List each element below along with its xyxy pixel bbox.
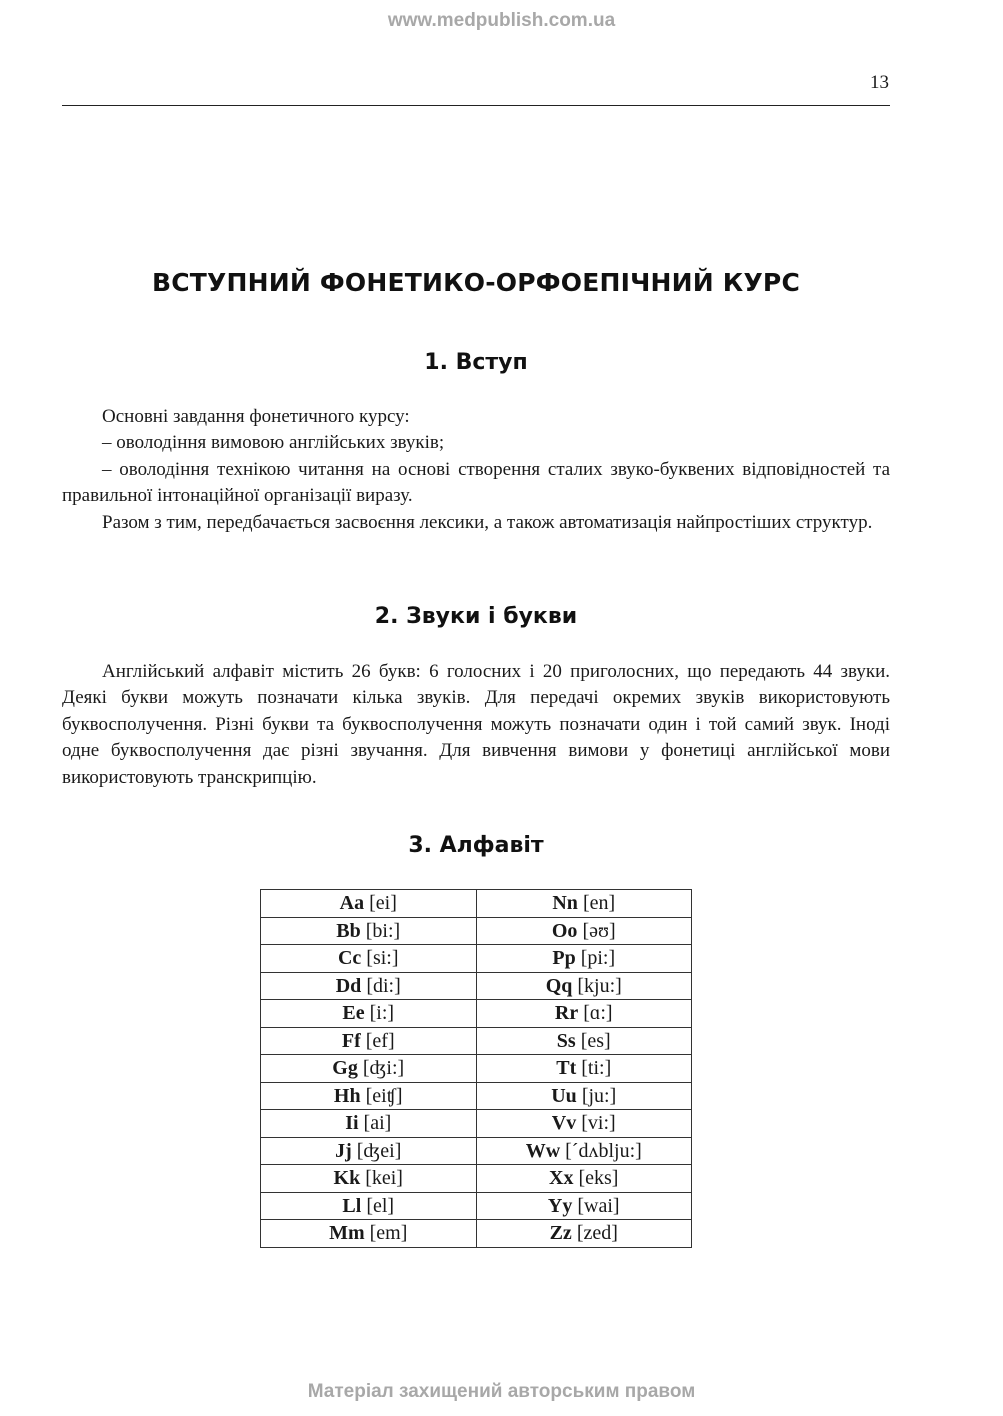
alphabet-cell	[476, 1220, 692, 1248]
letter-pair: Hh	[333, 1084, 361, 1107]
letter-pair: Nn	[552, 892, 578, 915]
transcription: [vi:]	[581, 1112, 616, 1135]
transcription: [es]	[580, 1029, 611, 1052]
alphabet-cell	[476, 1137, 692, 1165]
alphabet-cell	[476, 1027, 692, 1055]
letter-pair: Ww	[525, 1139, 561, 1162]
intro-paragraph: Основні завдання фонетичного курсу:	[102, 406, 410, 427]
table-row	[261, 1000, 692, 1028]
watermark-url: www.medpublish.com.ua	[387, 10, 616, 31]
letter-pair: Cc	[337, 947, 362, 970]
letter-pair: Oo	[551, 919, 578, 942]
alphabet-cell	[261, 1055, 477, 1083]
letter-pair: Uu	[551, 1084, 577, 1107]
letter-pair: Pp	[552, 947, 576, 970]
table-row	[261, 972, 692, 1000]
transcription: [kju:]	[577, 974, 622, 997]
transcription: [si:]	[366, 947, 399, 970]
section-heading-alphabet: 3. Алфавіт	[408, 833, 544, 858]
alphabet-cell	[476, 1082, 692, 1110]
copyright-watermark: Матеріал захищений авторським правом	[307, 1381, 696, 1402]
alphabet-cell	[261, 972, 477, 1000]
table-row	[261, 1137, 692, 1165]
transcription: [el]	[366, 1194, 395, 1217]
transcription: [eiʧ]	[365, 1084, 403, 1107]
table-row	[261, 1192, 692, 1220]
intro-paragraph: – оволодіння вимовою англійських звуків;	[102, 432, 445, 454]
alphabet-cell	[476, 1055, 692, 1083]
table-row	[261, 1027, 692, 1055]
alphabet-cell	[261, 1000, 477, 1028]
table-row	[261, 890, 692, 918]
table-row	[261, 1110, 692, 1138]
letter-pair: Rr	[554, 1002, 579, 1025]
alphabet-cell	[476, 1165, 692, 1193]
transcription: [ʤi:]	[362, 1057, 405, 1080]
letter-pair: Ii	[345, 1112, 359, 1135]
sounds-text	[62, 659, 890, 791]
alphabet-cell	[261, 1165, 477, 1193]
letter-pair: Qq	[545, 974, 573, 997]
alphabet-cell	[261, 890, 477, 918]
letter-pair: Aa	[339, 892, 365, 915]
transcription: [bi:]	[365, 919, 401, 942]
transcription: [wai]	[577, 1194, 620, 1217]
transcription: [em]	[369, 1222, 408, 1245]
table-row	[261, 1165, 692, 1193]
letter-pair: Xx	[549, 1167, 574, 1190]
letter-pair: Dd	[335, 974, 362, 997]
transcription: [ɑ:]	[583, 1002, 613, 1025]
letter-pair: Yy	[547, 1194, 573, 1217]
alphabet-cell	[476, 945, 692, 973]
transcription: [ti:]	[581, 1057, 612, 1080]
section-heading-sounds: 2. Звуки і букви	[374, 604, 578, 629]
letter-pair: Gg	[332, 1057, 358, 1080]
section-heading-intro: 1. Вступ	[424, 350, 528, 375]
alphabet-cell	[476, 1110, 692, 1138]
alphabet-cell	[476, 972, 692, 1000]
transcription: [əʊ]	[582, 919, 616, 942]
transcription: [pi:]	[580, 947, 616, 970]
table-row	[261, 1220, 692, 1248]
letter-pair: Vv	[551, 1112, 577, 1135]
letter-pair: Jj	[335, 1139, 352, 1162]
table-row	[261, 945, 692, 973]
transcription: [kei]	[365, 1167, 403, 1190]
intro-paragraph: – оволодіння технікою читання на основі створення сталих звуко-буквених відповідностей та правильної інтонаційної організації виразу.	[62, 458, 890, 507]
letter-pair: Kk	[333, 1167, 361, 1190]
transcription: [ef]	[365, 1029, 395, 1052]
table-row	[261, 1082, 692, 1110]
alphabet-table	[260, 889, 692, 1248]
alphabet-cell	[476, 890, 692, 918]
alphabet-cell	[476, 1000, 692, 1028]
alphabet-cell	[261, 1110, 477, 1138]
alphabet-cell	[476, 1192, 692, 1220]
alphabet-cell	[476, 917, 692, 945]
letter-pair: Ss	[556, 1029, 576, 1052]
transcription: [en]	[582, 892, 616, 915]
letter-pair: Ee	[342, 1002, 365, 1025]
transcription: [ju:]	[581, 1084, 617, 1107]
letter-pair: Ll	[342, 1194, 362, 1217]
alphabet-cell	[261, 1220, 477, 1248]
alphabet-cell	[261, 917, 477, 945]
letter-pair: Tt	[556, 1057, 577, 1080]
letter-pair: Zz	[549, 1222, 572, 1245]
transcription: [ˊdʌblju:]	[565, 1139, 642, 1162]
alphabet-cell	[261, 1137, 477, 1165]
alphabet-cell	[261, 1082, 477, 1110]
alphabet-cell	[261, 1027, 477, 1055]
intro-text	[62, 404, 890, 536]
table-row	[261, 917, 692, 945]
alphabet-cell	[261, 945, 477, 973]
transcription: [ʤei]	[356, 1139, 402, 1162]
table-row	[261, 1055, 692, 1083]
letter-pair: Bb	[336, 919, 361, 942]
letter-pair: Mm	[329, 1222, 365, 1245]
transcription: [i:]	[369, 1002, 395, 1025]
sounds-paragraph: Англійський алфавіт містить 26 букв: 6 голосних і 20 приголосних, що передають 44 звуки. Деякі букви можуть позначати кілька звуків. Для передачі окремих звуків використовують буквосполучення. Різні букви та буквосполучення можуть позначати один і той самий звук. Іноді одне буквосполучення дає різні звучання. Для вивчення вимови у фонетиці англійської мови використовують транскрипцію.	[62, 661, 890, 788]
page-title: ВСТУПНИЙ ФОНЕТИКО-ОРФОЕПІЧНИЙ КУРС	[152, 268, 800, 297]
intro-paragraph: Разом з тим, передбачається засвоєння лексики, а також автоматизація найпростіших структур.	[102, 511, 873, 533]
transcription: [di:]	[366, 974, 401, 997]
transcription: [zed]	[576, 1222, 618, 1245]
transcription: [eks]	[578, 1167, 619, 1190]
letter-pair: Ff	[341, 1029, 361, 1052]
transcription: [ai]	[363, 1112, 392, 1135]
header-divider	[62, 105, 890, 106]
page-number: 13	[870, 72, 889, 93]
transcription: [ei]	[369, 892, 397, 915]
alphabet-cell	[261, 1192, 477, 1220]
